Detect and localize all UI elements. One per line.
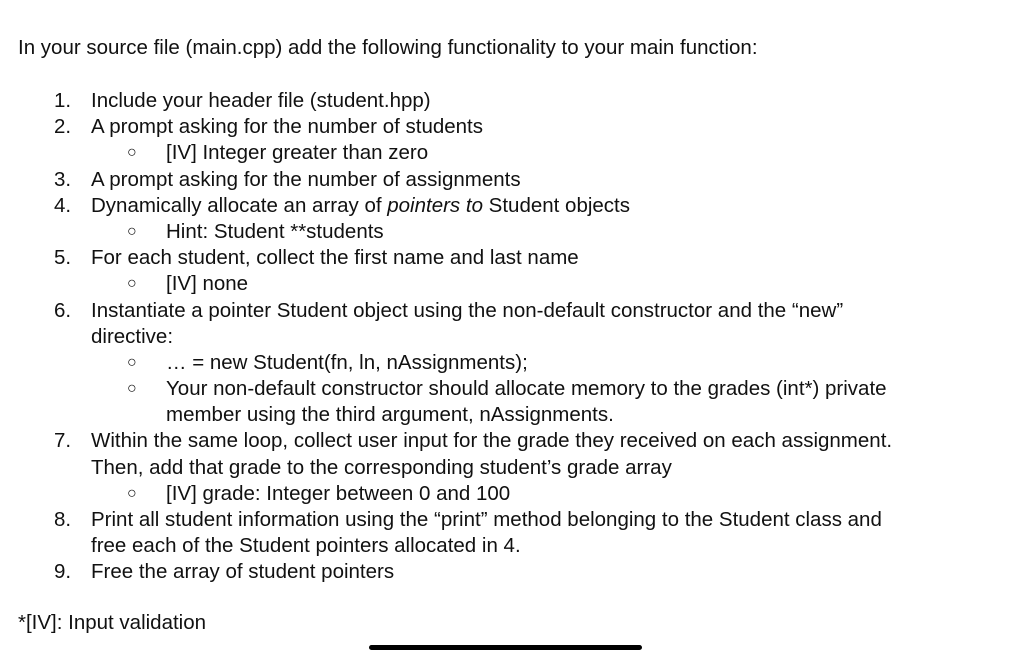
item-text: Instantiate a pointer Student object using the non-default constructor and the “new”: [91, 298, 844, 322]
list-item: [0, 559, 1024, 585]
sub-item-text: Hint: Student **students: [166, 219, 384, 243]
intro-paragraph: In your source file (main.cpp) add the following functionality to your main function:: [18, 36, 758, 59]
sub-list-item: [0, 140, 1024, 166]
sub-item-text-continued: member using the third argument, nAssignments.: [166, 403, 614, 427]
item-number: 5.: [54, 246, 72, 270]
item-text-continued: free each of the Student pointers allocated in 4.: [91, 534, 521, 558]
item-number: 4.: [54, 193, 72, 217]
item-number: 6.: [54, 298, 72, 322]
sub-list-item-continuation: [0, 402, 1024, 428]
item-number: 9.: [54, 560, 72, 584]
sub-item-text: Your non-default constructor should allocate memory to the grades (int*) private: [166, 377, 887, 401]
item-text: Include your header file (student.hpp): [91, 89, 431, 112]
list-item: [0, 245, 1024, 271]
list-item-continuation: [0, 324, 1024, 350]
hollow-bullet-icon: ○: [127, 380, 137, 398]
list-item: [0, 88, 1024, 114]
hollow-bullet-icon: ○: [127, 222, 137, 240]
item-number: 7.: [54, 429, 72, 453]
item-number: 1.: [54, 89, 72, 112]
list-item-continuation: [0, 455, 1024, 481]
list-item: [0, 507, 1024, 533]
item-text-part: Dynamically allocate an array of: [91, 193, 388, 217]
item-text: Print all student information using the “print” method belonging to the Student class and: [91, 508, 882, 531]
hollow-bullet-icon: ○: [127, 484, 137, 502]
sub-item-text: [IV] Integer greater than zero: [166, 141, 429, 165]
item-number: 8.: [54, 508, 72, 531]
list-item: [0, 193, 1024, 219]
list-item: [0, 298, 1024, 324]
item-text: A prompt asking for the number of students: [91, 115, 483, 139]
item-text: A prompt asking for the number of assignments: [91, 167, 521, 191]
list-item-continuation: [0, 533, 1024, 559]
sub-list-item: [0, 350, 1024, 376]
sub-list-item: [0, 271, 1024, 297]
list-item: [0, 114, 1024, 140]
sub-item-text: [IV] none: [166, 272, 249, 296]
item-text: Within the same loop, collect user input for the grade they received on each assignment.: [91, 429, 893, 453]
item-number: 2.: [54, 115, 72, 139]
sub-list-item: [0, 376, 1024, 402]
hollow-bullet-icon: ○: [127, 353, 137, 371]
hollow-bullet-icon: ○: [127, 144, 137, 162]
instruction-list: [0, 88, 1024, 586]
sub-item-text: [IV] grade: Integer between 0 and 100: [166, 481, 511, 505]
item-text-italic: pointers to: [387, 193, 483, 217]
footnote: *[IV]: Input validation: [18, 611, 207, 634]
item-text-continued: Then, add that grade to the corresponding student’s grade array: [91, 455, 672, 479]
item-text-continued: directive:: [91, 324, 174, 348]
item-text-part: Student objects: [482, 193, 630, 217]
item-text: Free the array of student pointers: [91, 560, 395, 584]
item-text: For each student, collect the first name and last name: [91, 246, 579, 270]
sub-item-text: … = new Student(fn, ln, nAssignments);: [166, 350, 528, 374]
hollow-bullet-icon: ○: [127, 275, 137, 293]
item-text: [91, 193, 630, 219]
sub-list-item: [0, 481, 1024, 507]
sub-list-item: [0, 219, 1024, 245]
home-indicator-bar[interactable]: [369, 645, 642, 650]
list-item: [0, 167, 1024, 193]
list-item: [0, 428, 1024, 454]
item-number: 3.: [54, 167, 72, 191]
